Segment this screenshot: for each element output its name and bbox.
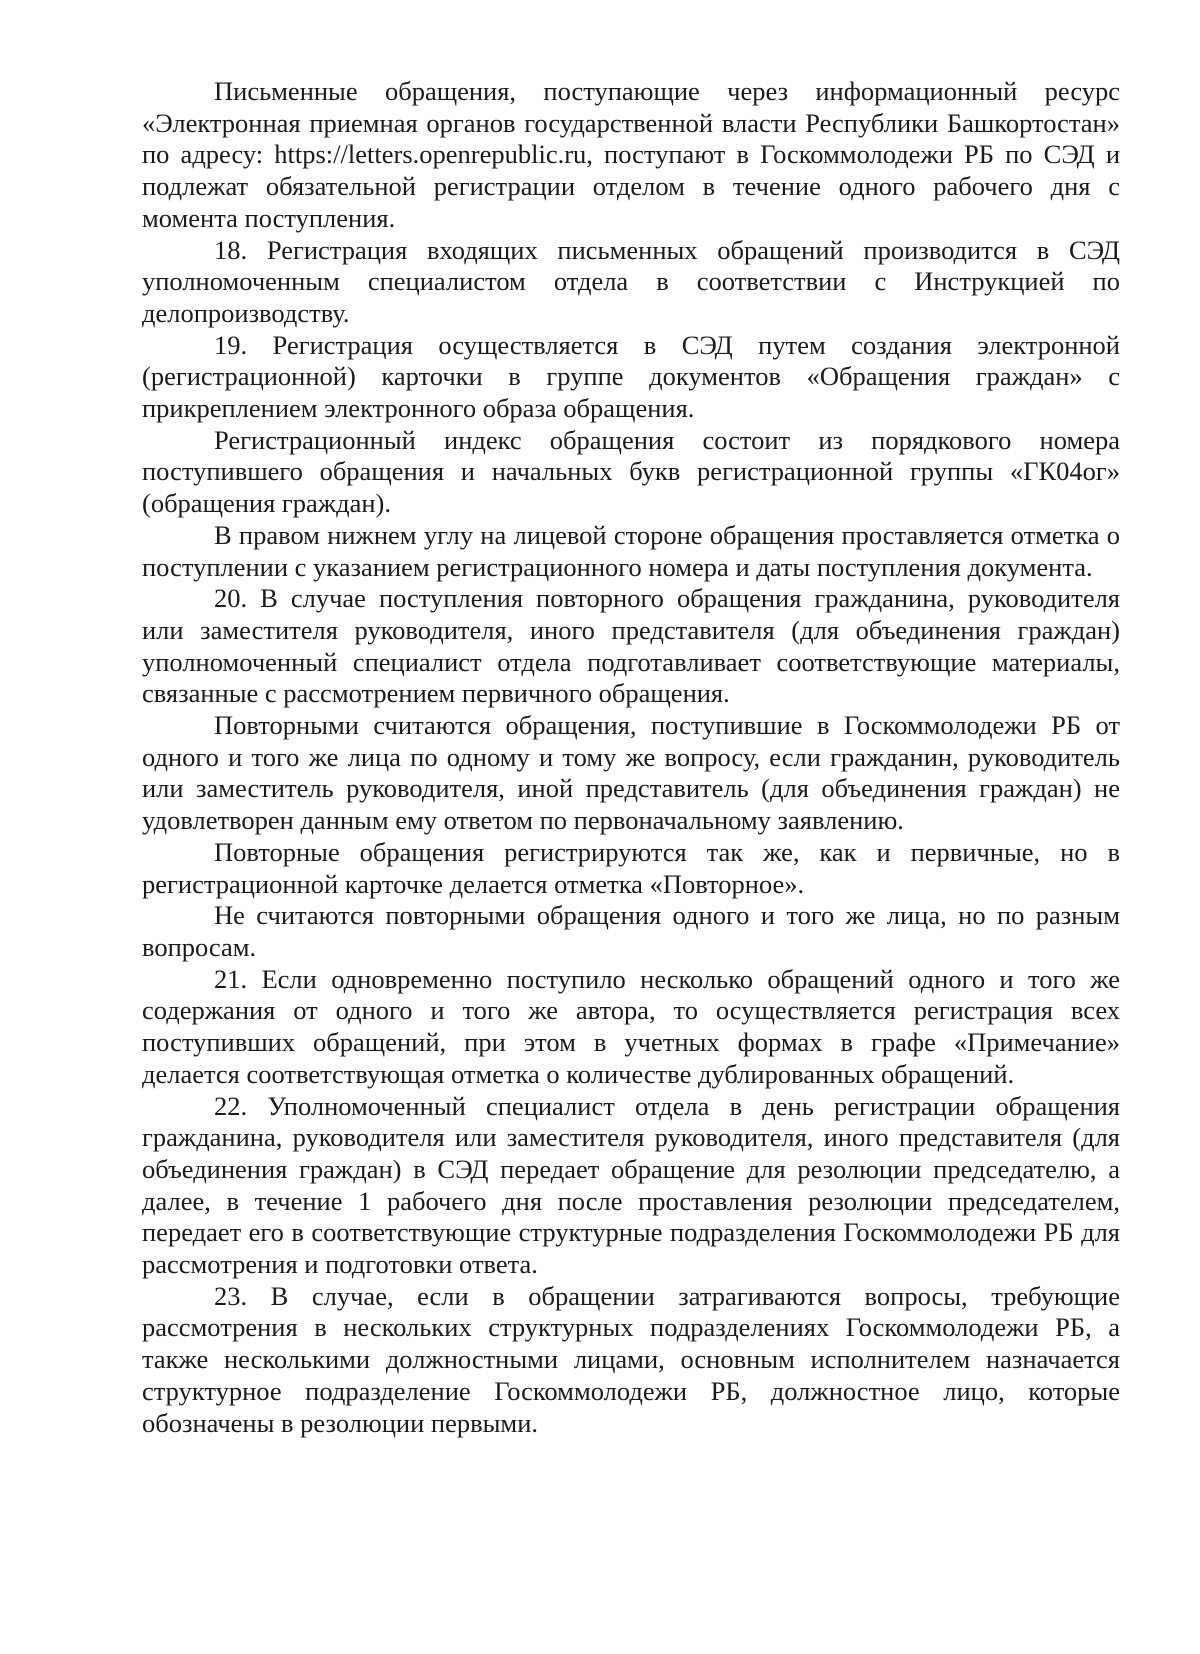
- paragraph-electronic-reception: Письменные обращения, поступающие через информационный ресурс «Электронная приемная органов государственной власти Республики Башкортостан» по адресу: https://letters.openrepublic.ru, поступают в Госкоммолодежи РБ по СЭД и подлежат обязательной регистрации отделом в течение одного рабочего дня с момента поступления.: [142, 76, 1120, 233]
- paragraph-18-registration: 18. Регистрация входящих письменных обращений производится в СЭД уполномоченным специалистом отдела в соответствии с Инструкцией по делопроизводству.: [142, 234, 1120, 328]
- paragraph-not-repeated: Не считаются повторными обращения одного и того же лица, но по разным вопросам.: [142, 900, 1120, 962]
- paragraph-20-repeated: 20. В случае поступления повторного обращения гражданина, руководителя или заместителя руководителя, иного представителя (для объединения граждан) уполномоченный специалист отдела подготавливает соответствующие материалы, связанные с рассмотрением первичного обращения.: [142, 583, 1120, 709]
- paragraph-receipt-mark: В правом нижнем углу на лицевой стороне обращения проставляется отметка о поступлении с указанием регистрационного номера и даты поступления документа.: [142, 519, 1120, 582]
- document-body: [142, 76, 1120, 1439]
- paragraph-repeated-definition: Повторными считаются обращения, поступившие в Госкоммолодежи РБ от одного и того же лица по одному и тому же вопросу, если гражданин, руководитель или заместитель руководителя, иной представитель (для объединения граждан) не удовлетворен данным ему ответом по первоначальному заявлению.: [142, 710, 1120, 836]
- paragraph-22-resolution: 22. Уполномоченный специалист отдела в день регистрации обращения гражданина, руководителя или заместителя руководителя, иного представителя (для объединения граждан) в СЭД передает обращение для резолюции председателю, а далее, в течение 1 рабочего дня после проставления резолюции председателем, передает его в соответствующие структурные подразделения Госкоммолодежи РБ для рассмотрения и подготовки ответа.: [142, 1090, 1120, 1280]
- paragraph-23-multiple-units: 23. В случае, если в обращении затрагиваются вопросы, требующие рассмотрения в нескольких структурных подразделениях Госкоммолодежи РБ, а также несколькими должностными лицами, основным исполнителем назначается структурное подразделение Госкоммолодежи РБ, должностное лицо, которые обозначены в резолюции первыми.: [142, 1280, 1120, 1438]
- paragraph-repeated-registration: Повторные обращения регистрируются так же, как и первичные, но в регистрационной карточке делается отметка «Повторное».: [142, 836, 1120, 899]
- paragraph-19-card: 19. Регистрация осуществляется в СЭД путем создания электронной (регистрационной) карточки в группе документов «Обращения граждан» с прикреплением электронного образа обращения.: [142, 329, 1120, 424]
- paragraph-21-duplicates: 21. Если одновременно поступило несколько обращений одного и того же содержания от одного и того же автора, то осуществляется регистрация всех поступивших обращений, при этом в учетных формах в графе «Примечание» делается соответствующая отметка о количестве дублированных обращений.: [142, 963, 1120, 1089]
- paragraph-registration-index: Регистрационный индекс обращения состоит из порядкового номера поступившего обращения и начальных букв регистрационной группы «ГК04ог» (обращения граждан).: [142, 424, 1120, 519]
